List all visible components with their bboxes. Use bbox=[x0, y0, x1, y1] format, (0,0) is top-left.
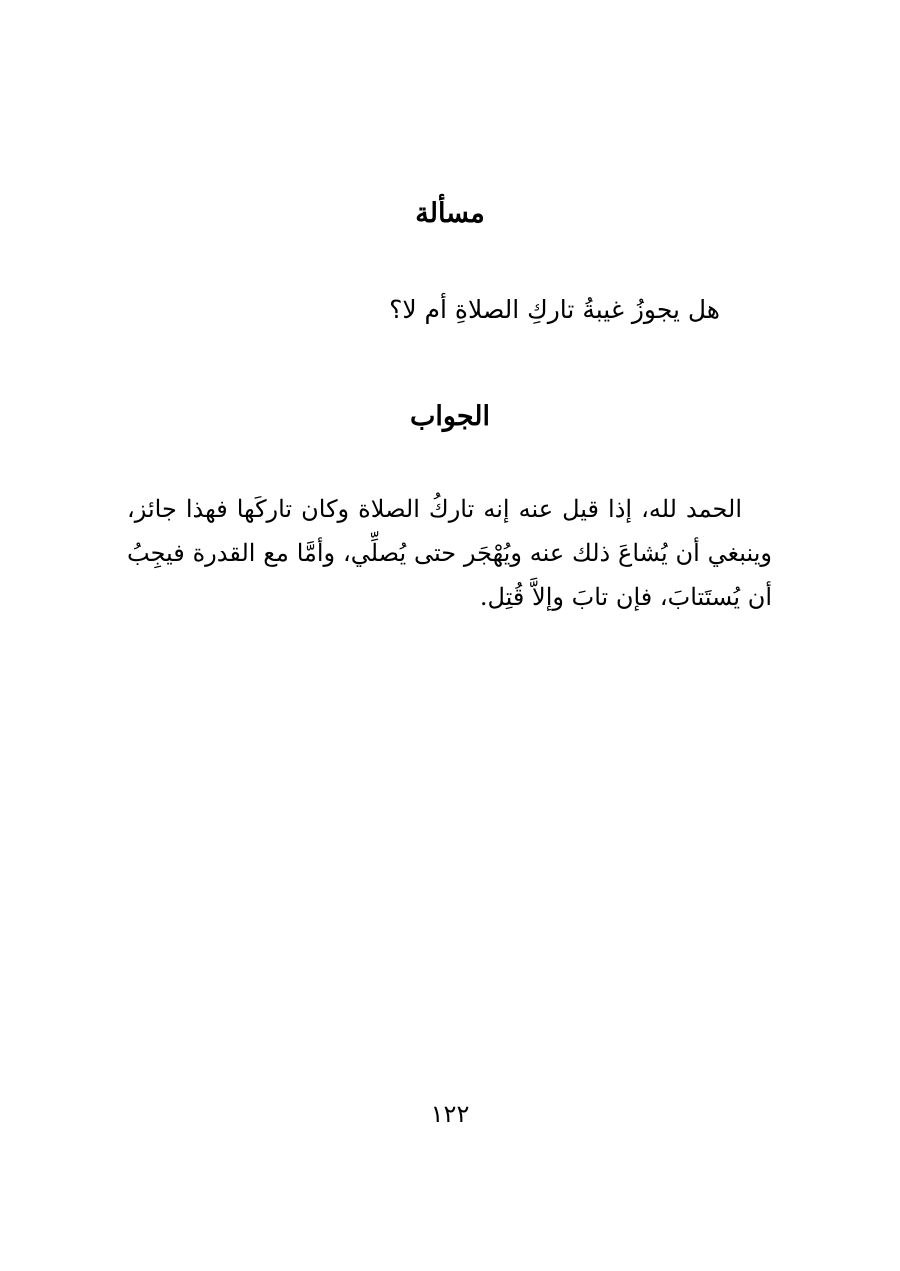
answer-title: الجواب bbox=[409, 401, 491, 432]
answer-paragraph: الحمد لله، إذا قيل عنه إنه تاركُ الصلاة وكان تاركَها فهذا جائز، وينبغي أن يُشاعَ ذلك عنه ويُهْجَر حتى يُصلِّي، وأمَّا مع القدرة فيجِبُ أن يُستَتابَ، فإن تابَ وإلاَّ قُتِل. bbox=[127, 495, 772, 611]
question-text: هل يجوزُ غيبةُ تاركِ الصلاةِ أم لا؟ bbox=[389, 295, 720, 324]
page-number: ١٢٢ bbox=[430, 1100, 470, 1128]
question-title: مسألة bbox=[415, 198, 485, 229]
